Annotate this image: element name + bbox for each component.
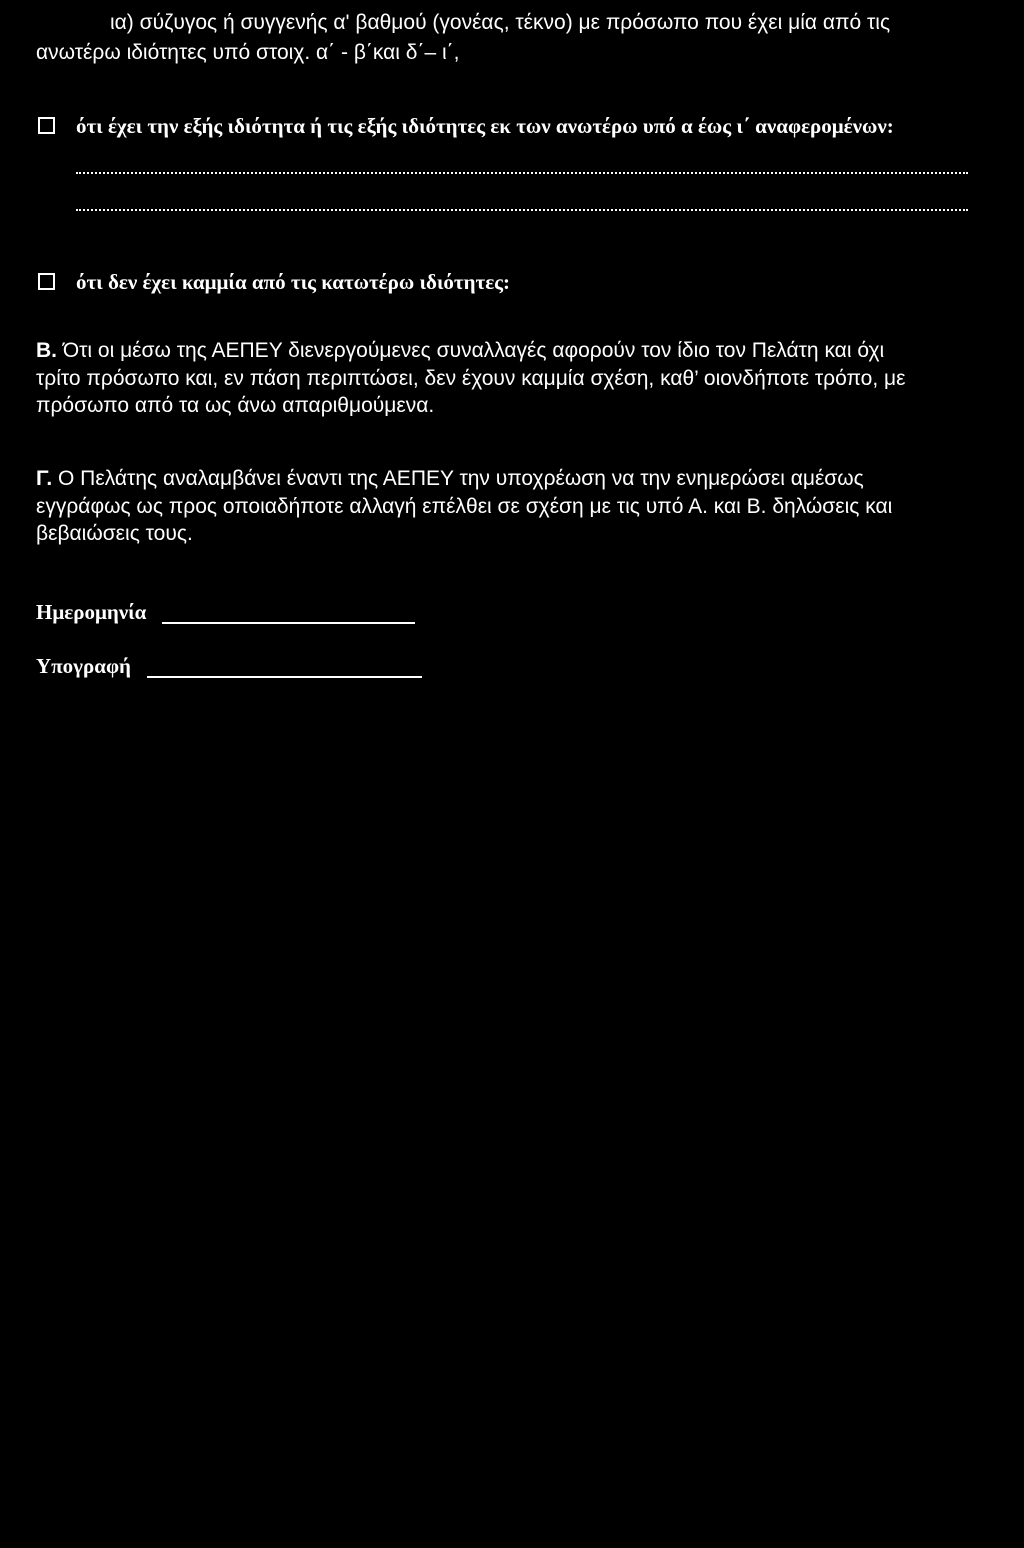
- paragraph-g-label: Γ.: [36, 467, 53, 490]
- paragraph-b-text-1: Ότι οι μέσω της ΑΕΠΕΥ διενεργούμενες συναλλαγές αφορούν τον ίδιο τον Πελάτη και όχι: [62, 339, 885, 362]
- has-properties-checkbox[interactable]: [38, 117, 55, 134]
- date-label: Ημερομηνία: [36, 600, 147, 624]
- paragraph-b-label: Β.: [36, 339, 57, 362]
- paragraph-b-line-2: τρίτο πρόσωπο και, εν πάση περιπτώσει, δεν έχουν καμμία σχέση, καθ’ οιονδήποτε τρόπο, με: [36, 367, 906, 390]
- paragraph-g-text-1: Ο Πελάτης αναλαμβάνει έναντι της ΑΕΠΕΥ την υποχρέωση να την ενημερώσει αμέσως: [58, 467, 864, 490]
- no-properties-label: ότι δεν έχει καμμία από τις κατωτέρω ιδιότητες:: [76, 270, 511, 294]
- signature-label: Υπογραφή: [36, 654, 131, 678]
- paragraph-g-line-2: εγγράφως ως προς οποιαδήποτε αλλαγή επέλθει σε σχέση με τις υπό Α. και Β. δηλώσεις και: [36, 495, 893, 518]
- paragraph-g-line-3: βεβαιώσεις τους.: [36, 522, 193, 545]
- has-properties-label: ότι έχει την εξής ιδιότητα ή τις εξής ιδιότητες εκ των ανωτέρω υπό α έως ι΄ αναφερομένων:: [76, 114, 894, 138]
- paragraph-b-line-1: [36, 338, 884, 364]
- item-ia-line-2: ανωτέρω ιδιότητες υπό στοιχ. α΄ - β΄και δ΄– ι΄,: [36, 41, 460, 64]
- signature-field[interactable]: [147, 676, 422, 678]
- properties-fill-line-2[interactable]: [76, 209, 968, 211]
- item-ia-line-1: ια) σύζυγος ή συγγενής α' βαθμού (γονέας, τέκνο) με πρόσωπο που έχει μία από τις: [110, 11, 891, 34]
- no-properties-checkbox[interactable]: [38, 273, 55, 290]
- properties-fill-line-1[interactable]: [76, 172, 968, 174]
- date-field[interactable]: [162, 622, 415, 624]
- paragraph-b-line-3: πρόσωπο από τα ως άνω απαριθμούμενα.: [36, 394, 435, 417]
- paragraph-g-line-1: [36, 466, 864, 492]
